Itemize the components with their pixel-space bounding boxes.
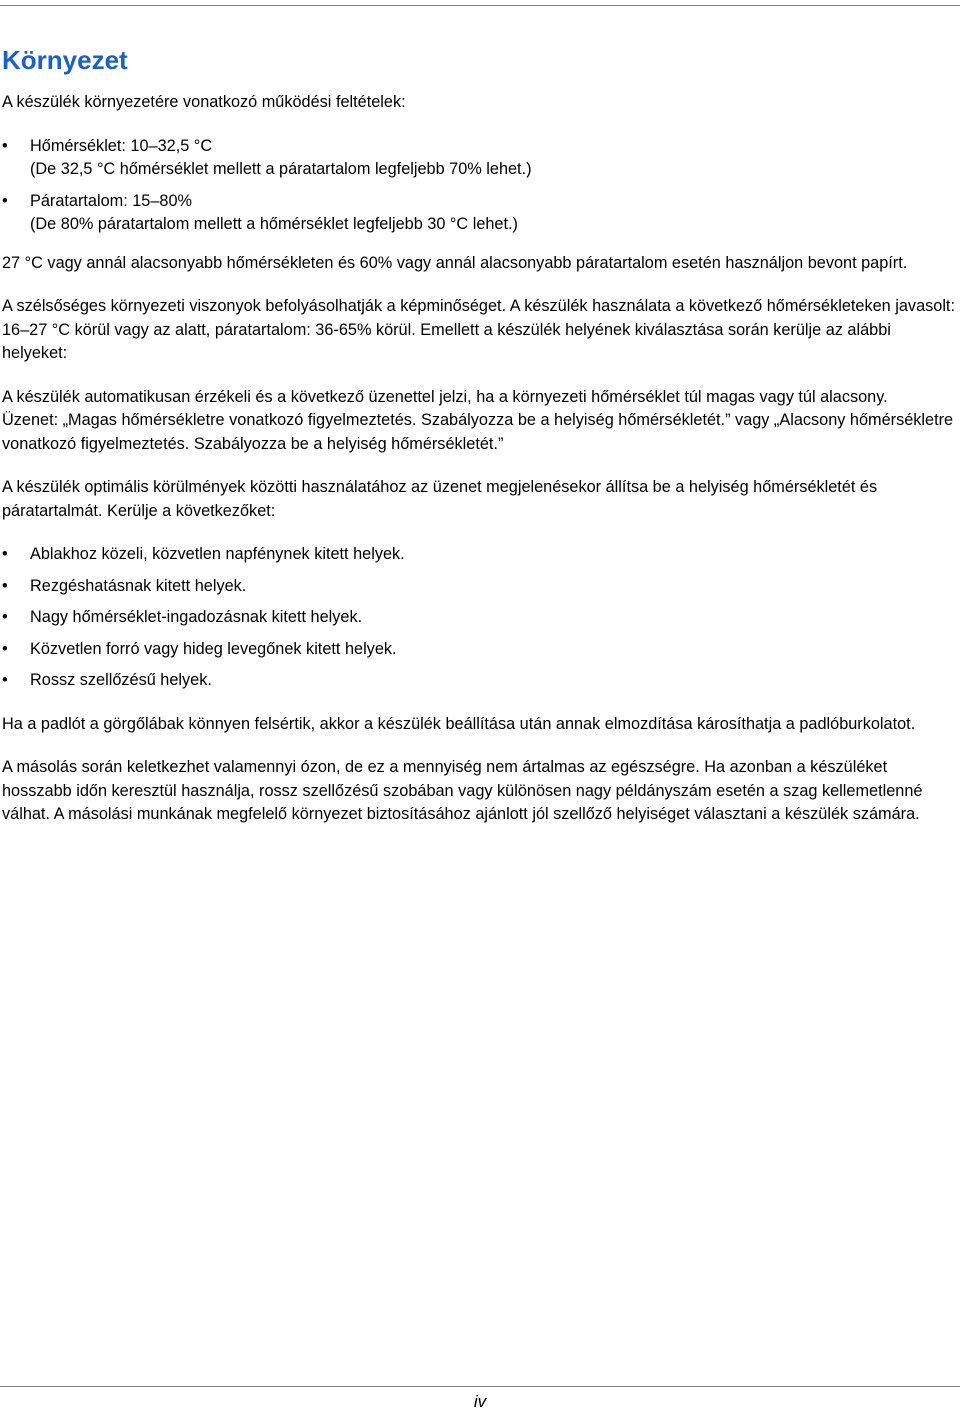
condition-main: Hőmérséklet: 10–32,5 °C xyxy=(30,136,213,155)
avoid-item-text: Nagy hőmérséklet-ingadozásnak kitett helyek. xyxy=(30,608,363,626)
list-item xyxy=(2,669,957,693)
list-item xyxy=(2,575,957,599)
bullet-icon: • xyxy=(2,576,8,595)
list-item xyxy=(2,190,957,237)
avoid-item-text: Rezgéshatásnak kitett helyek. xyxy=(30,576,247,595)
ozone-note: A másolás során keletkezhet valamennyi ózon, de ez a mennyiség nem ártalmas az egészségre. Ha azonban a készüléket hosszabb időn keresztül használja, rossz szellőzésű szobában vagy különösen nagy példányszám esetén a szag kellemetlenné válhat. A másolási munkának megfelelő környezet biztosításához ajánlott jól szellőző helyiséget választani a készülék számára. xyxy=(2,758,923,823)
list-item xyxy=(2,543,957,567)
page-content xyxy=(2,44,957,827)
paper-note: 27 °C vagy annál alacsonyabb hőmérsékleten és 60% vagy annál alacsonyabb páratartalom esetén használjon bevont papírt. xyxy=(2,253,908,272)
list-item xyxy=(2,135,957,182)
footer-rule xyxy=(0,1386,960,1387)
list-item xyxy=(2,606,957,630)
avoid-item-text: Rossz szellőzésű helyek. xyxy=(30,671,212,689)
condition-sub: (De 32,5 °C hőmérséklet mellett a páratartalom legfeljebb 70% lehet.) xyxy=(30,160,532,178)
intro-text: A készülék környezetére vonatkozó működési feltételek: xyxy=(2,93,406,111)
bullet-icon: • xyxy=(2,136,8,155)
floor-note: Ha a padlót a görgőlábak könnyen felsértik, akkor a készülék beállítása után annak elmozdítása károsíthatja a padlóburkolatot. xyxy=(2,714,916,733)
warning-message-text: Üzenet: „Magas hőmérsékletre vonatkozó figyelmeztetés. Szabályozza be a helyiség hőmérsékletét.” vagy „Alacsony hőmérsékletre vonatkozó figyelmeztetés. Szabályozza be a helyiség hőmérsékletét.” xyxy=(2,411,954,453)
condition-main: Páratartalom: 15–80% xyxy=(30,191,193,210)
bullet-icon: • xyxy=(2,191,8,210)
bullet-icon: • xyxy=(2,671,8,689)
extreme-conditions-text: A szélsőséges környezeti viszonyok befolyásolhatják a képminőséget. A készülék használata a következő hőmérsékleteken javasolt: 16–27 °C körül vagy az alatt, páratartalom: 36-65% körül. Emellett a készülék helyének kiválasztása során kerülje az alábbi helyeket: xyxy=(2,297,955,362)
page-number: iv xyxy=(473,1392,487,1411)
avoid-item-text: Ablakhoz közeli, közvetlen napfénynek kitett helyek. xyxy=(30,545,405,563)
avoid-list xyxy=(2,543,957,693)
auto-detect-text: A készülék automatikusan érzékeli és a következő üzenettel jelzi, ha a környezeti hőmérséklet túl magas vagy túl alacsony. xyxy=(2,387,888,406)
conditions-list xyxy=(2,135,957,237)
list-item xyxy=(2,638,957,662)
condition-sub: (De 80% páratartalom mellett a hőmérséklet legfeljebb 30 °C lehet.) xyxy=(30,215,518,233)
header-rule xyxy=(0,5,960,6)
page-title: Környezet xyxy=(2,45,128,75)
bullet-icon: • xyxy=(2,608,8,626)
bullet-icon: • xyxy=(2,545,8,563)
bullet-icon: • xyxy=(2,639,8,658)
optimal-use-text: A készülék optimális körülmények közötti használatához az üzenet megjelenésekor állítsa be a helyiség hőmérsékletét és páratartalmát. Kerülje a következőket: xyxy=(2,478,878,520)
avoid-item-text: Közvetlen forró vagy hideg levegőnek kitett helyek. xyxy=(30,639,397,658)
